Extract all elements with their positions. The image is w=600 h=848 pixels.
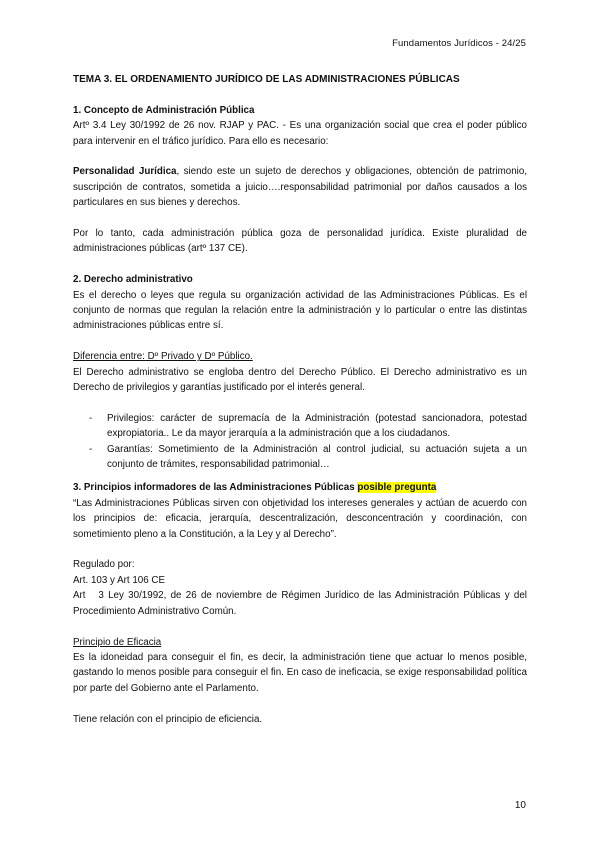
- personalidad-juridica-text: , siendo este un sujeto de derechos y obligaciones, obtención de patrimonio, suscripción de contratos, sometida a juicio….responsabilidad patrimonial por daños causados a los particulares en sus bienes y derechos.: [73, 166, 527, 209]
- section-1-paragraph-2: [73, 164, 527, 210]
- section-3-quote: “Las Administraciones Públicas sirven con objetividad los intereses generales y actúan de acuerdo con los principios de: eficacia, jerarquía, descentralización, desconcentración y coordinación, con sometimiento pleno a la Constitución, a la Ley y al Derecho”.: [73, 497, 527, 540]
- section-1-paragraph-3: Por lo tanto, cada administración pública goza de personalidad jurídica. Existe pluralidad de administraciones públicas (artº 137 CE).: [73, 228, 527, 255]
- regulation-1: Art. 103 y Art 106 CE: [73, 574, 166, 586]
- page-number: 10: [514, 800, 526, 811]
- list-item: - Privilegios: carácter de supremacía de la Administración (potestad sancionadora, potestad expropiatoria.. Le da mayor jerarquía a la administración que a los ciudadanos.: [73, 411, 527, 442]
- section-3-heading: [73, 480, 527, 495]
- highlight-note: posible pregunta: [357, 482, 437, 494]
- regulation-2: Art 3 Ley 30/1992, de 26 de noviembre de Régimen Jurídico de las Administración Públicas y del Procedimiento Administrativo Común.: [73, 590, 530, 617]
- section-2-paragraph-2: El Derecho administrativo se engloba dentro del Derecho Público. El Derecho administrativo es un Derecho de privilegios y garantías justificado por el interés general.: [73, 366, 527, 394]
- section-1-heading: 1. Concepto de Administración Pública: [73, 104, 255, 116]
- section-1-paragraph-1: Artº 3.4 Ley 30/1992 de 26 nov. RJAP y PAC. - Es una organización social que crea el poder público para intervenir en el tráfico jurídico. Para ello es necesario:: [73, 120, 527, 147]
- section-2-heading: 2. Derecho administrativo: [73, 274, 193, 286]
- eficacia-paragraph: Es la idoneidad para conseguir el fin, es decir, la administración tiene que actuar lo menos posible, gastando lo menos posible para conseguir el fin. En caso de ineficacia, se exige responsabilidad política por parte del Gobierno ante el Parlamento.: [73, 651, 527, 694]
- personalidad-juridica-term: Personalidad Jurídica: [73, 166, 177, 178]
- section-3-heading-text: 3. Principios informadores de las Administraciones Públicas: [73, 482, 355, 494]
- eficacia-heading: Principio de Eficacia: [73, 636, 162, 648]
- privileges-list: [73, 411, 527, 473]
- section-2-subheading: Diferencia entre: Dº Privado y Dº Público.: [73, 351, 253, 363]
- regulated-label: Regulado por:: [73, 559, 135, 571]
- running-header: Fundamentos Jurídicos - 24/25: [392, 38, 526, 49]
- page-content: [73, 72, 530, 727]
- page-title: TEMA 3. EL ORDENAMIENTO JURÍDICO DE LAS ADMINISTRACIONES PÚBLICAS: [73, 74, 460, 85]
- section-2-paragraph-1: Es el derecho o leyes que regula su organización actividad de las Administraciones Públicas. Es el conjunto de normas que regulan la relación entre la administración y lo particular o entre las distintas administraciones públicas entre sí.: [73, 289, 527, 332]
- relation-note: Tiene relación con el principio de eficiencia.: [73, 713, 263, 725]
- list-item: - Garantías: Sometimiento de la Administración al control judicial, su actuación sujeta a un conjunto de trámites, responsabilidad patrimonial…: [73, 442, 527, 473]
